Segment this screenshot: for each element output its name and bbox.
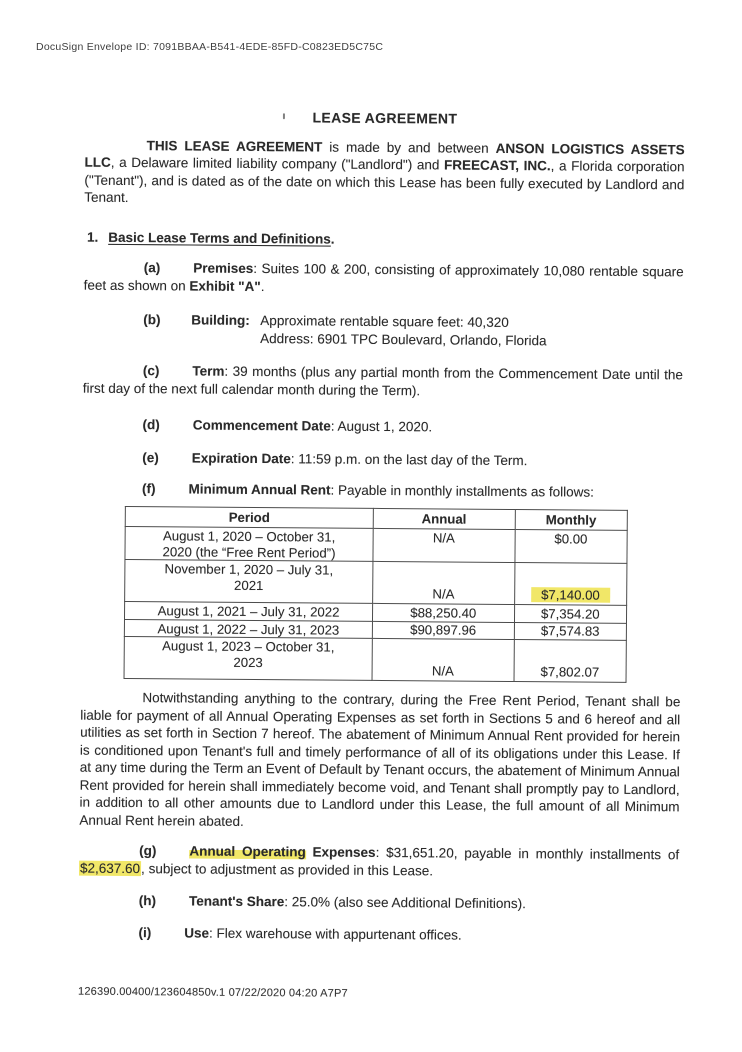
period-line: 2023	[233, 654, 263, 670]
period-line: August 1, 2020 – October 31,	[162, 528, 336, 545]
item-f-label: (f)	[141, 481, 156, 497]
item-e-label: (e)	[142, 449, 159, 465]
annual-cell: N/A	[372, 638, 514, 681]
item-b-building	[83, 311, 683, 351]
document-body	[78, 108, 685, 1052]
item-c-term	[83, 362, 683, 402]
monthly-cell: $7,354.20	[514, 605, 627, 623]
item-b-details	[260, 312, 547, 349]
text-run: , a Florida corporation ("Tenant"), and is dated as of the date on which this Lease has been fully executed by Landlord and Tenant.	[84, 158, 685, 205]
bold-text: Term	[192, 363, 225, 379]
bold-text: ANSON LOGISTICS ASSETS LLC	[84, 140, 685, 170]
period-line: August 1, 2021 – July 31, 2022	[157, 603, 340, 620]
scan-artifact-mark	[283, 113, 285, 119]
annual-cell: N/A	[373, 561, 515, 604]
free-rent-paragraph: Notwithstanding anything to the contrary, during the Free Rent Period, Tenant shall be liable for payment of all Annual Operating Expenses as set forth in Sections 5 and 6 hereof and all utilities as set forth in Section 7 hereof. The abatement of Minimum Annual Rent provided for herein is conditioned upon Tenant's full and timely performance of all of its obligations under this Lease. If at any time during the Term an Event of Default by Tenant occurs, the abatement of Minimum Annual Rent provided for herein shall immediately become void, and Tenant shall promptly pay to Landlord, in addition to all other amounts due to Landlord under this Lease, the full amount of all Minimum Annual Rent herein abated.	[79, 690, 681, 829]
section-1-heading	[84, 228, 684, 250]
rent-table	[124, 505, 628, 682]
text-run: : Payable in monthly installments as follows:	[330, 482, 594, 500]
bold-text: Expenses	[305, 844, 376, 860]
document-title: LEASE AGREEMENT	[312, 109, 458, 127]
item-h-text	[189, 893, 526, 911]
rent-table-header: Monthly	[515, 509, 628, 530]
table-row	[125, 526, 627, 563]
monthly-cell: $7,802.07	[514, 640, 627, 683]
period-cell	[125, 559, 373, 603]
period-line: 2020 (the “Free Rent Period”)	[162, 543, 336, 561]
item-a-premises	[84, 259, 684, 299]
bold-text: Use	[184, 924, 210, 941]
bold-text: Commencement Date	[192, 417, 331, 434]
section-heading-text: Basic Lease Terms and Definitions	[108, 229, 331, 247]
monthly-cell: $0.00	[514, 530, 627, 564]
bold-text: Tenant's Share	[188, 893, 285, 910]
text-run: is made by and between	[322, 139, 496, 156]
section-number: 1.	[86, 229, 99, 245]
item-c-label: (c)	[142, 363, 160, 379]
item-e-text	[192, 450, 528, 468]
text-run: : 39 months (plus any partial month from the Commencement Date until the first day of the next full calendar month during the Term).	[82, 363, 683, 398]
text-run: : 25.0% (also see Additional Definitions).	[284, 894, 526, 912]
docusign-envelope-id: DocuSign Envelope ID: 7091BBAA-B541-4EDE-85FD-C0823ED5C75C	[36, 41, 384, 53]
bold-text: Expiration Date	[191, 449, 291, 466]
table-row	[124, 636, 626, 682]
rent-table-header: Period	[125, 506, 373, 528]
item-d-text	[193, 418, 433, 435]
highlighted-text: $2,637.60	[79, 860, 141, 876]
text-run: .	[260, 278, 265, 294]
annual-cell: N/A	[373, 528, 515, 562]
document-number-footer: 126390.00400/123604850v.1 07/22/2020 04:20 A7P7	[78, 985, 348, 1000]
item-f-text	[188, 481, 593, 499]
period-line: August 1, 2022 – July 31, 2023	[157, 620, 340, 638]
annual-cell: $90,897.96	[372, 621, 514, 640]
item-g-annual-operating-expenses	[79, 842, 679, 882]
bold-text: Exhibit "A"	[189, 277, 261, 294]
text-run: : $31,651.20, payable in monthly installments of	[375, 844, 680, 863]
text-run: : 11:59 p.m. on the last day of the Term.	[290, 450, 528, 468]
highlighted-amount: $7,140.00	[531, 587, 610, 603]
item-g-text	[79, 843, 679, 877]
bold-text: THIS LEASE AGREEMENT	[146, 137, 323, 155]
item-b-term: Building:	[191, 312, 250, 328]
text-run: : August 1, 2020.	[330, 418, 433, 435]
text-run: , subject to adjustment as provided in this Lease.	[141, 860, 434, 878]
period-cell	[124, 636, 372, 680]
item-i-use	[78, 923, 678, 945]
item-f-minimum-annual-rent	[82, 480, 682, 502]
period-line: August 1, 2023 – October 31,	[162, 638, 335, 655]
item-h-tenants-share	[79, 892, 679, 914]
intro-paragraph	[84, 136, 685, 211]
bold-text: FREECAST, INC.	[443, 157, 551, 174]
highlighted-text: Annual Operating	[189, 843, 306, 860]
item-b-label: (b)	[143, 312, 161, 328]
table-row	[125, 559, 627, 605]
monthly-cell	[514, 563, 627, 606]
text-run: : Flex warehouse with appurtenant offices.	[208, 925, 462, 943]
item-c-text	[83, 363, 683, 397]
monthly-cell: $7,574.83	[514, 622, 627, 640]
text-run: , a Delaware limited liability company ("Landlord") and	[110, 154, 445, 173]
rent-table-header: Annual	[373, 508, 515, 530]
item-i-label: (i)	[138, 924, 152, 940]
period-line: November 1, 2020 – July 31,	[164, 561, 334, 578]
item-d-commencement-date	[82, 416, 682, 438]
text-line: Approximate rentable square feet: 40,320	[260, 313, 509, 330]
item-d-label: (d)	[142, 417, 160, 433]
text-run: : Suites 100 & 200, consisting of approximately 10,080 rentable square feet as shown on	[83, 260, 684, 293]
period-line: 2021	[234, 577, 264, 593]
item-h-label: (h)	[138, 893, 157, 909]
period-cell	[125, 526, 373, 561]
item-a-text	[84, 260, 684, 293]
text-line: Address: 6901 TPC Boulevard, Orlando, Florida	[260, 330, 547, 348]
bold-text: Minimum Annual Rent	[188, 481, 331, 498]
annual-cell: $88,250.40	[372, 603, 514, 622]
section-heading-period: .	[330, 231, 335, 247]
period-cell	[124, 619, 372, 638]
item-e-expiration-date	[82, 448, 682, 470]
item-i-text	[184, 925, 462, 942]
item-a-label: (a)	[143, 260, 161, 276]
bold-text: Premises	[193, 260, 254, 276]
item-g-label: (g)	[139, 843, 157, 859]
period-cell	[124, 601, 372, 620]
